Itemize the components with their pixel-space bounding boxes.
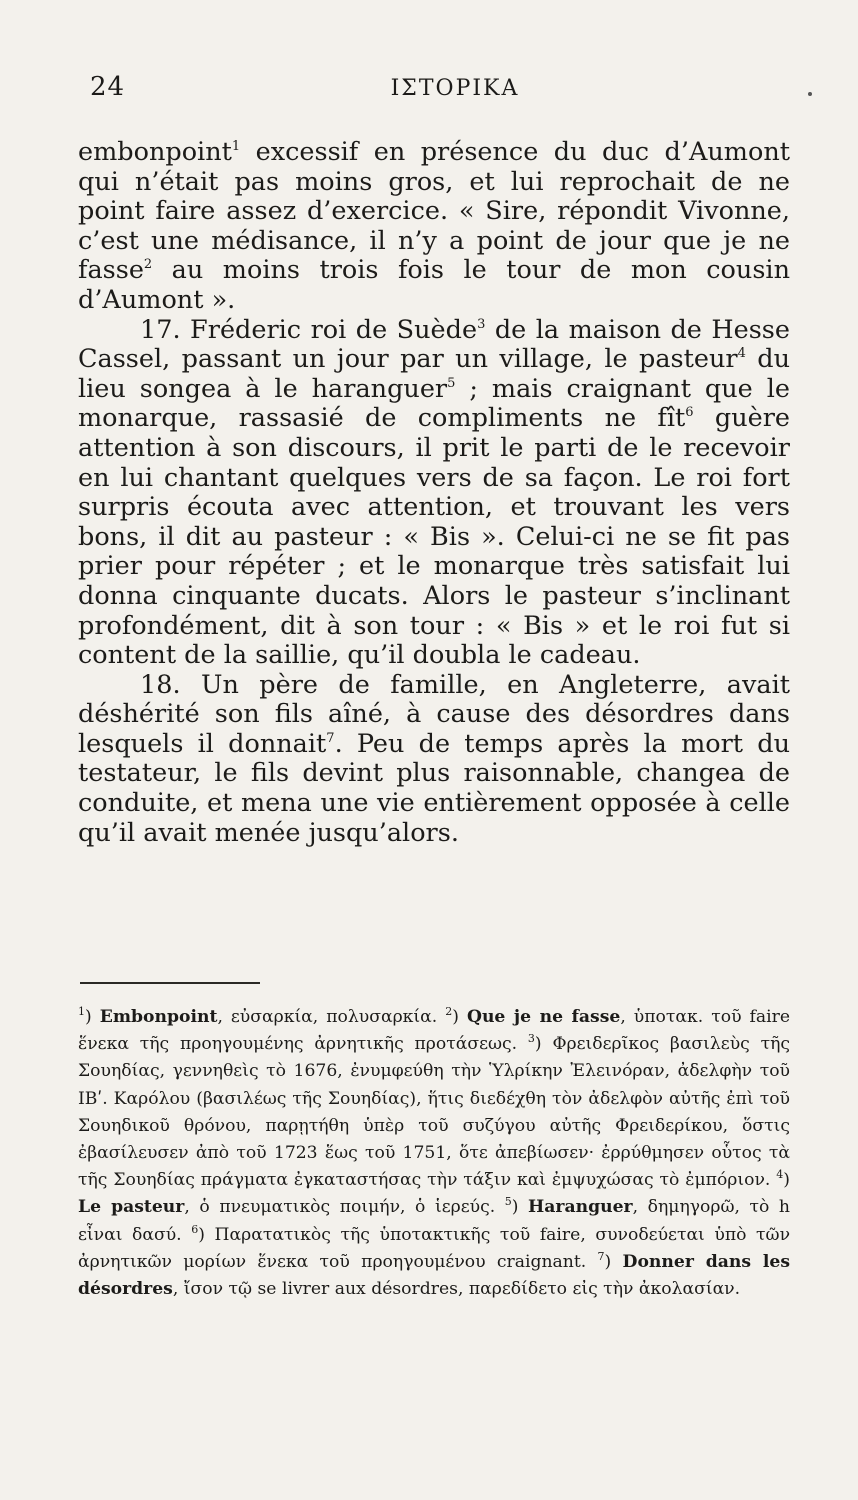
footnote-5: $^5$) Haranguer, δημηγορῶ, τὸ h εἶναι δασύ.	[78, 1195, 790, 1245]
paragraph-17: 17. Fréderic roi de Suède$^3$ de la maison de Hesse Cassel, passant un jour par un village, le pasteur$^4$ du lieu songea à le haranguer$^5$ ; mais craignant que le monarque, rassasié de compliments ne fît$^6$ guère attention à son discours, il prit le parti de le recevoir en lui chantant quelques vers de sa façon. Le roi fort surpris écouta avec attention, et trouvant les vers bons, il dit au pasteur : « Bis ». Celui-ci ne se fit pas prier pour répéter ; et le monarque très satisfait lui donna cinquante ducats. Alors le pasteur s’inclinant profondément, dit à son tour : « Bis » et le roi fut si content de la saillie, qu’il doubla le cadeau.	[78, 314, 790, 671]
footnotes	[78, 1004, 790, 1303]
paragraph-18: 18. Un père de famille, en Angleterre, avait déshérité son fils aîné, à cause des désordres dans lesquels il donnait$^7$. Peu de temps après la mort du testateur, le fils devint plus raisonnable, changea de conduite, et mena une vie entièrement opposée à celle qu’il avait menée jusqu’alors.	[78, 669, 790, 848]
footnote-2: $^2$) Que je ne fasse, ὑποτακ. τοῦ faire ἕνεκα τῆς προηγουμένης ἀρνητικῆς προτάσεως.	[78, 1005, 791, 1055]
paragraph-number: 18.	[140, 669, 181, 700]
footnote-7: $^7$) Donner dans les désordres, ἴσον τῷ se livrer aux désordres, παρεδίδετο εἰς τὴν ἀκολασίαν.	[78, 1249, 791, 1300]
paragraph-number: 17.	[140, 314, 181, 345]
page-header	[90, 72, 820, 112]
running-title: ΙΣΤΟΡΙΚΑ	[390, 76, 520, 101]
page-number: 24	[90, 72, 126, 102]
footnote-1: $^1$) Embonpoint, εὐσαρκία, πολυσαρκία.	[78, 1005, 438, 1027]
footnote-6: $^6$) Παρατατικὸς τῆς ὑποτακτικῆς τοῦ faire, συνοδεύεται ὑπὸ τῶν ἀρνητικῶν μορίων ἕνεκα τοῦ προηγουμένου craignant.	[78, 1222, 791, 1272]
paragraph-continuation: embonpoint$^1$ excessif en présence du duc d’Aumont qui n’était pas moins gros, et lui reprochait de ne point faire assez d’exercice. « Sire, répondit Vivonne, c’est une médisance, il n’y a point de jour que je ne fasse$^2$ au moins trois fois le tour de mon cousin d’Aumont ».	[78, 137, 790, 315]
footnote-4: $^4$) Le pasteur, ὁ πνευματικὸς ποιμήν, ὁ ἱερεύς.	[78, 1168, 791, 1218]
footnote-divider	[80, 982, 260, 984]
footnote-3: $^3$) Φρειδερῖκος βασιλεὺς τῆς Σουηδίας, γεννηθεὶς τὸ 1676, ἐνυμφεύθη τὴν Ὑλρίκην Ἐλεινόραν, ἀδελφὴν τοῦ ΙΒʹ. Καρόλου (βασιλέως τῆς Σουηδίας), ἥτις διεδέχθη τὸν ἀδελφὸν αὐτῆς ἐπὶ τοῦ Σουηδικοῦ θρόνου, παρῃτήθη ὑπὲρ τοῦ συζύγου αὐτῆς Φρειδερίκου, ὅστις ἐβασίλευσεν ἀπὸ τοῦ 1723 ἕως τοῦ 1751, ὅτε ἀπεβίωσεν· ἐρρύθμησεν οὗτος τὰ τῆς Σουηδίας πράγματα ἐγκαταστήσας τὴν τάξιν καὶ ἐμψυχώσας τὸ ἐμπόριον.	[78, 1032, 791, 1191]
main-text	[78, 138, 790, 848]
